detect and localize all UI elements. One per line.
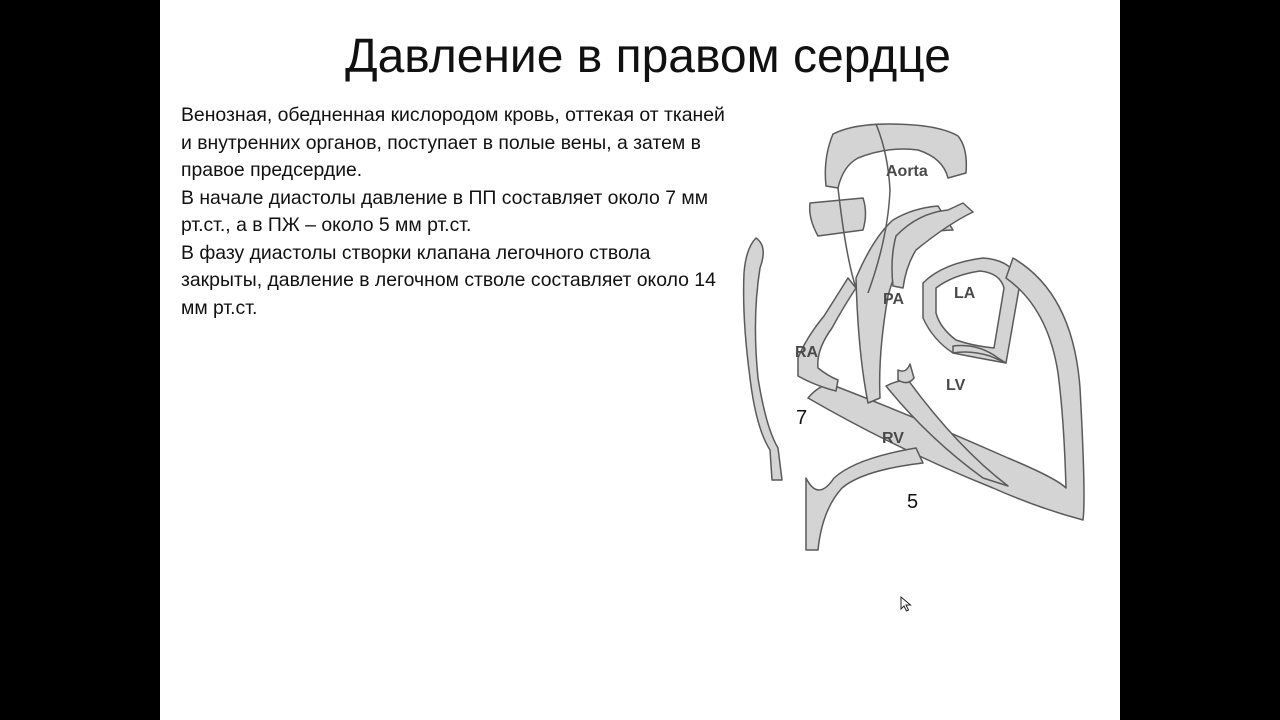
- label-lv: LV: [946, 377, 966, 394]
- slide-title: Давление в правом сердце: [345, 30, 951, 83]
- label-la: LA: [954, 285, 976, 302]
- label-aorta: Aorta: [886, 163, 928, 180]
- slide: [160, 0, 1120, 720]
- label-pa: PA: [883, 291, 905, 308]
- superior-vena-cava: [810, 198, 866, 236]
- mouse-pointer-icon: [900, 596, 912, 612]
- pressure-ra: 7: [796, 407, 808, 429]
- paragraph-pulmonary-valve: В фазу диастолы створки клапана легочного ствола закрыты, давление в легочном стволе составляет около 14 мм рт.ст.: [181, 241, 716, 319]
- heart-diagram: [738, 118, 1098, 558]
- right-ventricle-wall: [806, 448, 923, 550]
- paragraph-venous-blood: Венозная, обедненная кислородом кровь, оттекая от тканей и внутренних органов, поступает в полые вены, а затем в правое предсердие.: [181, 104, 725, 181]
- pressure-rv: 5: [907, 491, 919, 513]
- slide-body-text: [181, 102, 726, 322]
- label-ra: RA: [795, 344, 819, 361]
- paragraph-diastole-pressure: В начале диастолы давление в ПП составляет около 7 мм рт.ст., а в ПЖ – около 5 мм рт.ст.: [181, 186, 709, 236]
- right-atrium-upper: [798, 278, 856, 391]
- right-atrium-wall: [744, 238, 782, 480]
- label-rv: RV: [882, 430, 904, 447]
- pulmonary-valve: [898, 364, 914, 383]
